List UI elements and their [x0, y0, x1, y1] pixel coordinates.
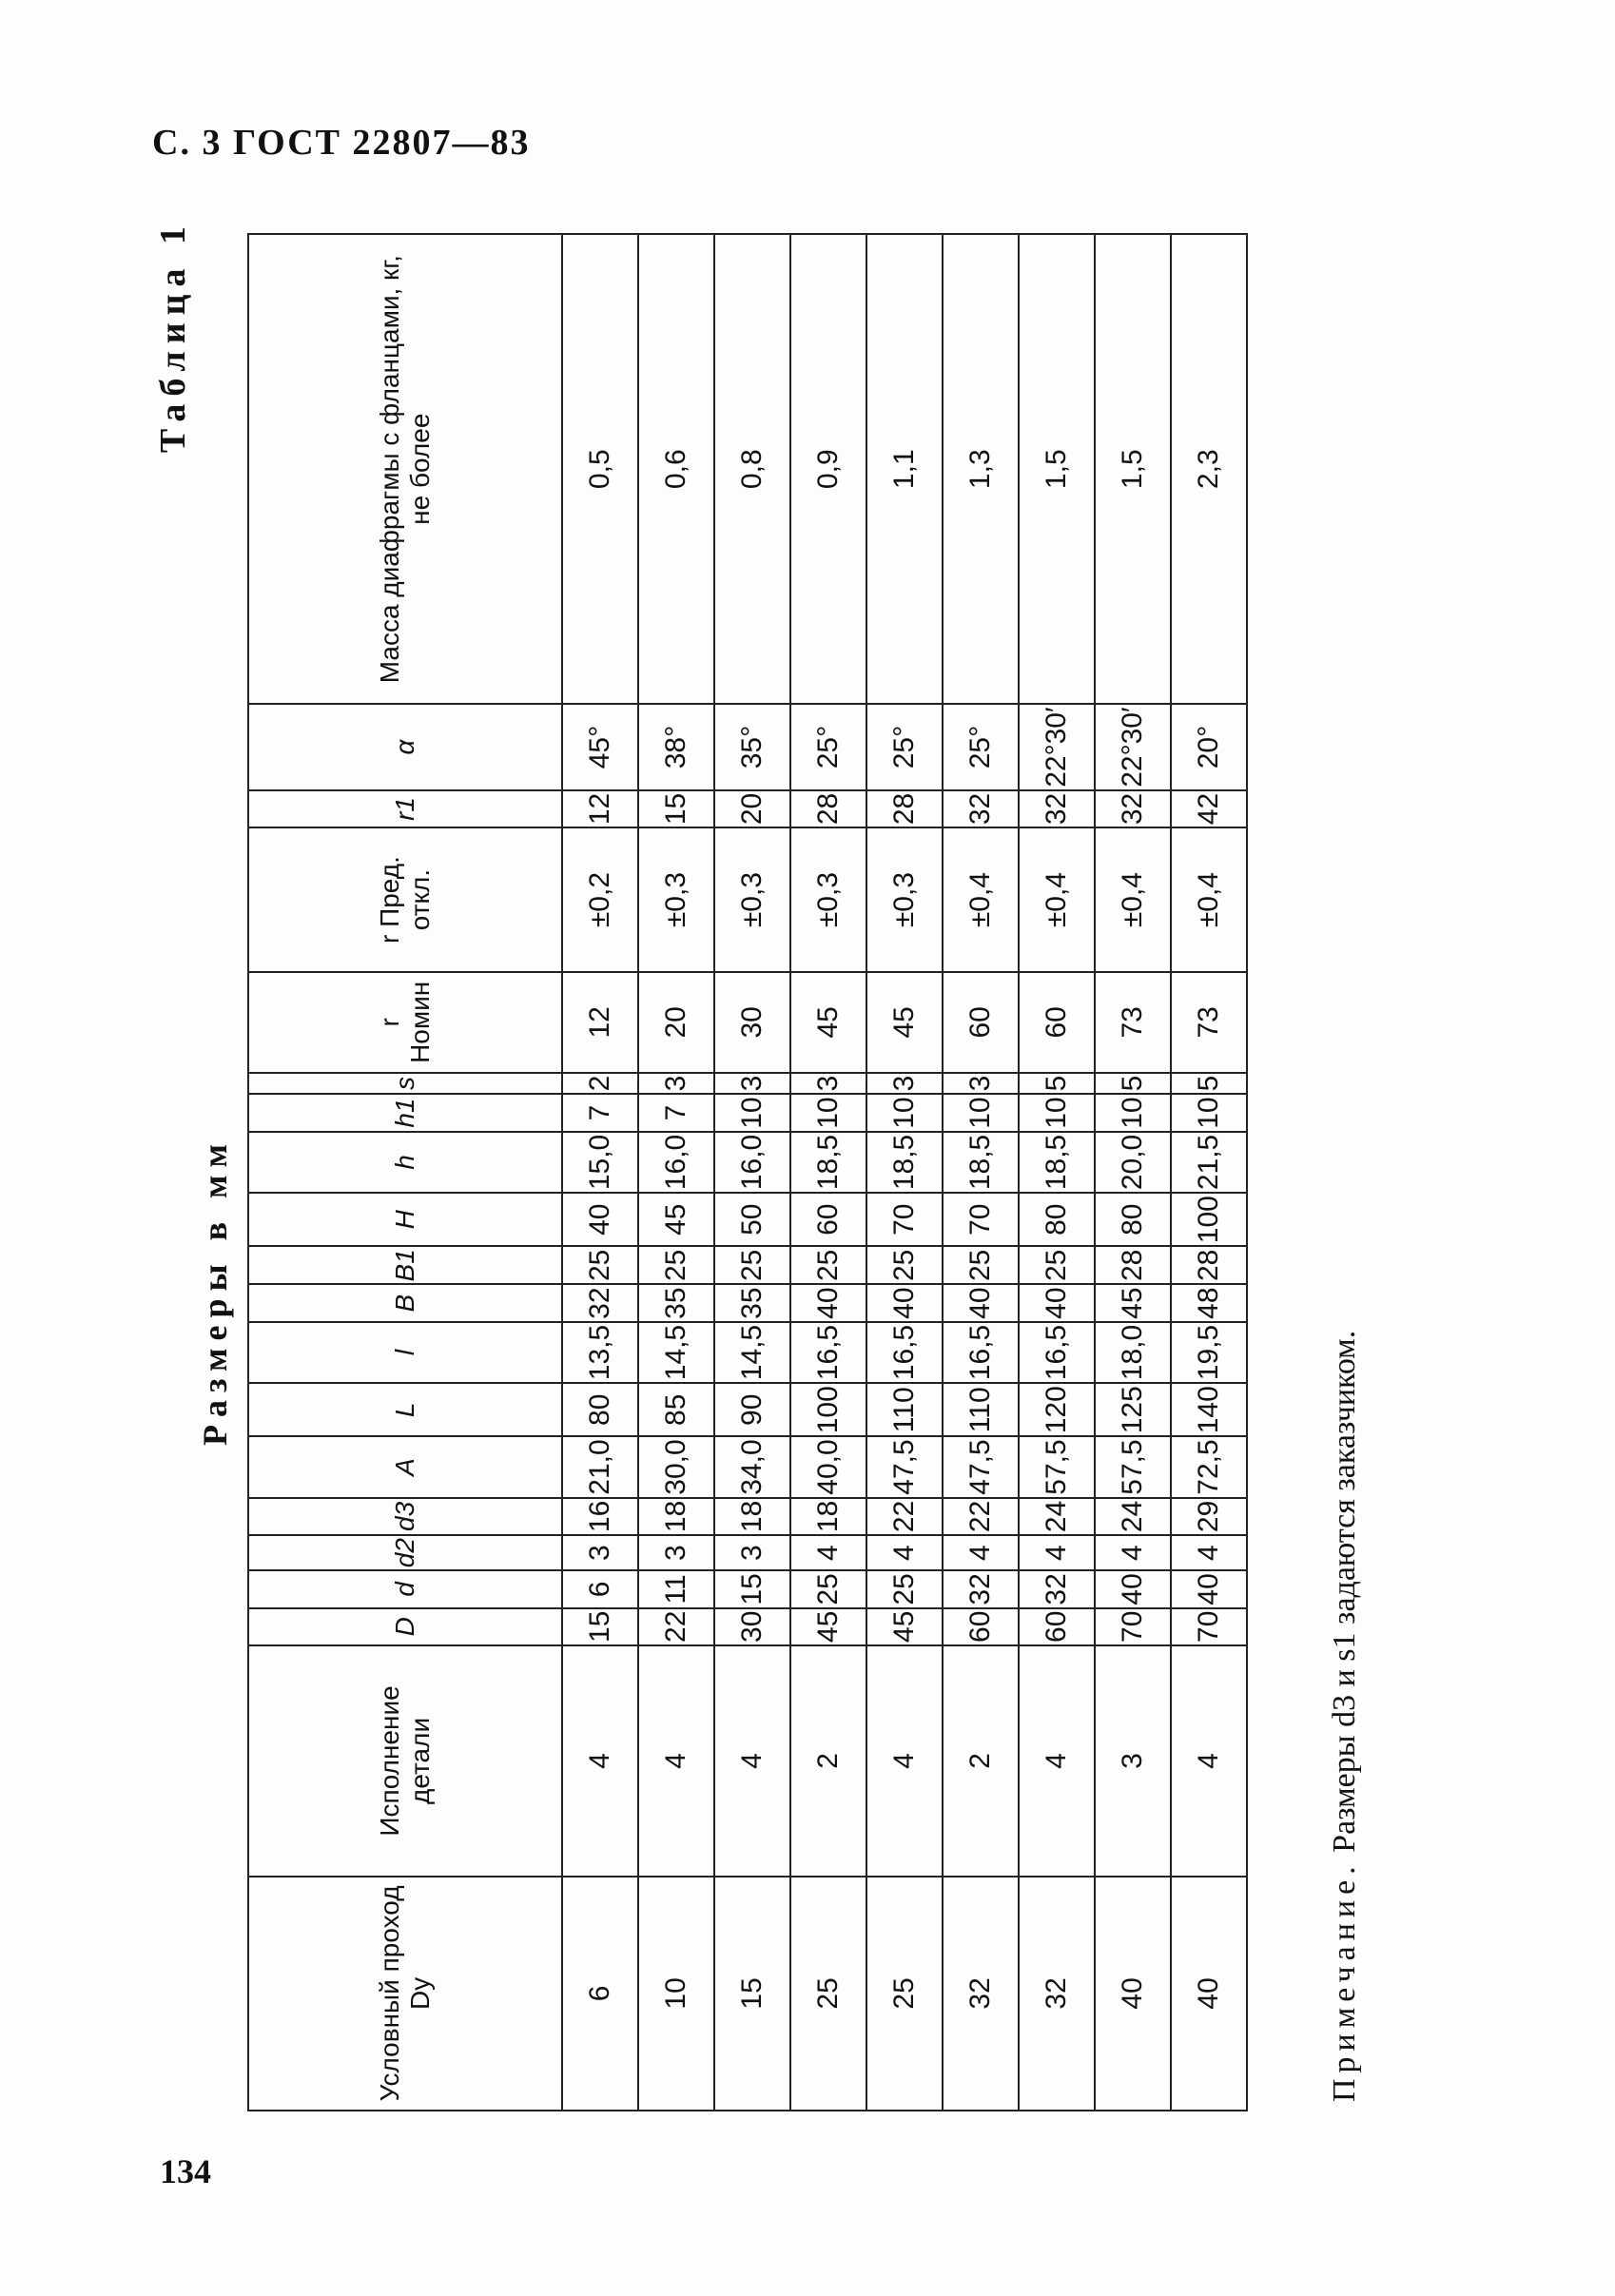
table-cell: 3: [866, 1073, 943, 1095]
table-cell: 45: [866, 1608, 943, 1645]
column-header: h1: [248, 1094, 562, 1131]
table-cell: 25: [866, 1246, 943, 1284]
table-row: [943, 234, 1019, 2111]
table-cell: 35: [638, 1284, 714, 1321]
table-cell: 40,0: [790, 1436, 866, 1497]
table-cell: 1,5: [1019, 234, 1095, 704]
table-cell: 40: [943, 1284, 1019, 1321]
table-body: [562, 234, 1247, 2111]
table-cell: 5: [1019, 1073, 1095, 1095]
table-cell: 140: [1171, 1383, 1247, 1436]
table-cell: 18,5: [866, 1132, 943, 1193]
column-header: r1: [248, 790, 562, 827]
table-cell: 22: [866, 1498, 943, 1535]
table-cell: 25: [866, 1877, 943, 2111]
table-cell: 32: [1019, 1570, 1095, 1607]
table-cell: 4: [866, 1645, 943, 1877]
table-row: [790, 234, 866, 2111]
table-cell: 16,5: [866, 1322, 943, 1383]
table-cell: 25: [714, 1246, 790, 1284]
table-cell: 25: [638, 1246, 714, 1284]
table-cell: 70: [1095, 1608, 1171, 1645]
table-cell: 10: [943, 1094, 1019, 1131]
rotated-table-block: [143, 219, 1398, 2169]
table-cell: 4: [562, 1645, 638, 1877]
table-cell: 40: [790, 1284, 866, 1321]
table-cell: 10: [714, 1094, 790, 1131]
table-cell: 25: [790, 1246, 866, 1284]
table-cell: ±0,4: [1095, 827, 1171, 972]
table-cell: 5: [1171, 1073, 1247, 1095]
table-cell: 38°: [638, 704, 714, 789]
table-cell: 3: [943, 1073, 1019, 1095]
table-cell: 10: [1095, 1094, 1171, 1131]
table-cell: 45: [790, 1608, 866, 1645]
table-cell: 110: [866, 1383, 943, 1436]
table-cell: 28: [1095, 1246, 1171, 1284]
table-cell: ±0,3: [638, 827, 714, 972]
table-cell: 25: [562, 1246, 638, 1284]
column-header: Масса диафрагмы с фланцами, кг, не более: [248, 234, 562, 704]
column-header: s: [248, 1073, 562, 1095]
table-cell: 7: [562, 1094, 638, 1131]
table-cell: 3: [562, 1535, 638, 1570]
table-cell: 25°: [943, 704, 1019, 789]
table-cell: ±0,3: [714, 827, 790, 972]
table-row: [638, 234, 714, 2111]
table-cell: 22: [943, 1498, 1019, 1535]
table-cell: 20: [638, 972, 714, 1073]
table-cell: 0,8: [714, 234, 790, 704]
table-cell: 57,5: [1095, 1436, 1171, 1497]
table-cell: 4: [638, 1645, 714, 1877]
table-cell: 45: [790, 972, 866, 1073]
table-cell: 2: [943, 1645, 1019, 1877]
table-cell: 15: [638, 790, 714, 827]
table-cell: 25: [790, 1570, 866, 1607]
table-cell: ±0,4: [1019, 827, 1095, 972]
table-cell: 45: [866, 972, 943, 1073]
table-cell: 18,0: [1095, 1322, 1171, 1383]
table-cell: 50: [714, 1193, 790, 1246]
table-cell: ±0,4: [1171, 827, 1247, 972]
table-cell: 60: [943, 1608, 1019, 1645]
column-header: l: [248, 1322, 562, 1383]
column-header: d: [248, 1570, 562, 1607]
column-header: A: [248, 1436, 562, 1497]
table-cell: ±0,2: [562, 827, 638, 972]
column-header: Условный проход Dу: [248, 1877, 562, 2111]
table-cell: 45°: [562, 704, 638, 789]
table-cell: 32: [1019, 1877, 1095, 2111]
table-cell: 15: [562, 1608, 638, 1645]
table-cell: 6: [562, 1877, 638, 2111]
table-cell: 85: [638, 1383, 714, 1436]
table-cell: 16,0: [714, 1132, 790, 1193]
table-cell: 4: [790, 1535, 866, 1570]
table-cell: 15: [714, 1877, 790, 2111]
column-header: B1: [248, 1246, 562, 1284]
table-cell: 2,3: [1171, 234, 1247, 704]
table-cell: 29: [1171, 1498, 1247, 1535]
table-cell: 3: [714, 1535, 790, 1570]
table-note: [1327, 1331, 1363, 2102]
table-cell: 40: [1095, 1877, 1171, 2111]
table-cell: 73: [1171, 972, 1247, 1073]
table-cell: 25: [790, 1877, 866, 2111]
table-cell: 13,5: [562, 1322, 638, 1383]
table-cell: 0,5: [562, 234, 638, 704]
table-cell: 1,3: [943, 234, 1019, 704]
table-cell: 16,5: [1019, 1322, 1095, 1383]
table-cell: ±0,3: [866, 827, 943, 972]
table-cell: 5: [1095, 1073, 1171, 1095]
table-cell: 10: [1019, 1094, 1095, 1131]
table-cell: 0,6: [638, 234, 714, 704]
table-row: [1019, 234, 1095, 2111]
table-cell: 4: [943, 1535, 1019, 1570]
table-cell: 7: [638, 1094, 714, 1131]
table-cell: 60: [943, 972, 1019, 1073]
table-cell: 25°: [790, 704, 866, 789]
table-cell: 57,5: [1019, 1436, 1095, 1497]
table-cell: 15,0: [562, 1132, 638, 1193]
table-cell: 32: [1095, 790, 1171, 827]
table-cell: 40: [1095, 1570, 1171, 1607]
table-cell: 20: [714, 790, 790, 827]
table-cell: 47,5: [943, 1436, 1019, 1497]
table-cell: 10: [1171, 1094, 1247, 1131]
table-cell: 60: [1019, 1608, 1095, 1645]
units-label: Размеры в мм: [196, 1136, 234, 1446]
table-cell: 12: [562, 972, 638, 1073]
column-header: H: [248, 1193, 562, 1246]
table-cell: 45: [1095, 1284, 1171, 1321]
table-cell: 4: [1171, 1535, 1247, 1570]
table-cell: 100: [1171, 1193, 1247, 1246]
table-cell: 70: [943, 1193, 1019, 1246]
note-text: Размеры d3 и s1 задаются заказчиком.: [1327, 1330, 1362, 1853]
table-cell: 3: [638, 1535, 714, 1570]
table-cell: 14,5: [638, 1322, 714, 1383]
table-cell: 4: [866, 1535, 943, 1570]
table-cell: 25: [943, 1246, 1019, 1284]
table-cell: 3: [1095, 1645, 1171, 1877]
column-header: D: [248, 1608, 562, 1645]
table-cell: 60: [790, 1193, 866, 1246]
table-cell: 2: [562, 1073, 638, 1095]
table-cell: 12: [562, 790, 638, 827]
column-header: d3: [248, 1498, 562, 1535]
table-header-row: [248, 234, 562, 2111]
table-cell: 24: [1095, 1498, 1171, 1535]
table-cell: 16: [562, 1498, 638, 1535]
table-cell: 1,5: [1095, 234, 1171, 704]
table-cell: 40: [562, 1193, 638, 1246]
column-header: h: [248, 1132, 562, 1193]
table-cell: 70: [866, 1193, 943, 1246]
table-cell: 30,0: [638, 1436, 714, 1497]
table-cell: 1,1: [866, 234, 943, 704]
table-cell: ±0,3: [790, 827, 866, 972]
table-cell: 73: [1095, 972, 1171, 1073]
table-cell: 2: [790, 1645, 866, 1877]
table-cell: 18: [714, 1498, 790, 1535]
table-cell: 11: [638, 1570, 714, 1607]
table-cell: 4: [1171, 1645, 1247, 1877]
table-cell: 34,0: [714, 1436, 790, 1497]
table-cell: 14,5: [714, 1322, 790, 1383]
table-cell: 110: [943, 1383, 1019, 1436]
table-cell: 45: [638, 1193, 714, 1246]
table-cell: 125: [1095, 1383, 1171, 1436]
table-cell: 22°30′: [1019, 704, 1095, 789]
table-cell: 24: [1019, 1498, 1095, 1535]
table-cell: 25: [866, 1570, 943, 1607]
table-cell: 10: [790, 1094, 866, 1131]
table-cell: 0,9: [790, 234, 866, 704]
table-cell: 40: [1019, 1284, 1095, 1321]
table-row: [1095, 234, 1171, 2111]
table-cell: 18,5: [1019, 1132, 1095, 1193]
table-cell: 30: [714, 972, 790, 1073]
table-cell: 70: [1171, 1608, 1247, 1645]
table-cell: 90: [714, 1383, 790, 1436]
table-cell: 32: [943, 1570, 1019, 1607]
table-cell: 40: [1171, 1877, 1247, 2111]
table-cell: ±0,4: [943, 827, 1019, 972]
table-cell: 10: [866, 1094, 943, 1131]
table-row: [1171, 234, 1247, 2111]
table-cell: 32: [943, 790, 1019, 827]
table-cell: 18,5: [790, 1132, 866, 1193]
table-cell: 10: [638, 1877, 714, 2111]
table-cell: 21,5: [1171, 1132, 1247, 1193]
table-cell: 22°30′: [1095, 704, 1171, 789]
table-cell: 4: [1019, 1535, 1095, 1570]
table-cell: 4: [714, 1645, 790, 1877]
table-cell: 42: [1171, 790, 1247, 827]
table-cell: 60: [1019, 972, 1095, 1073]
table-cell: 3: [714, 1073, 790, 1095]
table-cell: 22: [638, 1608, 714, 1645]
note-lead: Примечание.: [1327, 1860, 1362, 2102]
table-cell: 32: [1019, 790, 1095, 827]
table-cell: 18: [638, 1498, 714, 1535]
table-cell: 80: [562, 1383, 638, 1436]
table-cell: 47,5: [866, 1436, 943, 1497]
page-header: С. 3 ГОСТ 22807—83: [152, 123, 531, 163]
table-cell: 16,5: [943, 1322, 1019, 1383]
table-cell: 3: [638, 1073, 714, 1095]
column-header: d2: [248, 1535, 562, 1570]
table-cell: 18: [790, 1498, 866, 1535]
table-cell: 19,5: [1171, 1322, 1247, 1383]
table-cell: 15: [714, 1570, 790, 1607]
column-header: r Номин: [248, 972, 562, 1073]
table-cell: 16,0: [638, 1132, 714, 1193]
table-cell: 72,5: [1171, 1436, 1247, 1497]
table-cell: 35: [714, 1284, 790, 1321]
table-cell: 4: [1019, 1645, 1095, 1877]
column-header: B: [248, 1284, 562, 1321]
table-caption: Таблица 1: [153, 219, 193, 454]
column-header: r Пред. откл.: [248, 827, 562, 972]
table-cell: 32: [943, 1877, 1019, 2111]
table-cell: 120: [1019, 1383, 1095, 1436]
table-cell: 40: [866, 1284, 943, 1321]
dimensions-table: [247, 233, 1248, 2111]
table-cell: 80: [1019, 1193, 1095, 1246]
table-row: [866, 234, 943, 2111]
table-row: [714, 234, 790, 2111]
column-header: L: [248, 1383, 562, 1436]
table-cell: 40: [1171, 1570, 1247, 1607]
table-cell: 32: [562, 1284, 638, 1321]
page-number: 134: [160, 2152, 211, 2190]
table-cell: 35°: [714, 704, 790, 789]
column-header: Исполнение детали: [248, 1645, 562, 1877]
table-cell: 21,0: [562, 1436, 638, 1497]
table-cell: 28: [866, 790, 943, 827]
table-cell: 30: [714, 1608, 790, 1645]
column-header: α: [248, 704, 562, 789]
table-cell: 28: [1171, 1246, 1247, 1284]
table-cell: 16,5: [790, 1322, 866, 1383]
table-cell: 20°: [1171, 704, 1247, 789]
table-cell: 6: [562, 1570, 638, 1607]
table-cell: 28: [790, 790, 866, 827]
table-cell: 3: [790, 1073, 866, 1095]
table-cell: 20,0: [1095, 1132, 1171, 1193]
table-cell: 48: [1171, 1284, 1247, 1321]
table-cell: 25°: [866, 704, 943, 789]
table-row: [562, 234, 638, 2111]
table-cell: 80: [1095, 1193, 1171, 1246]
table-cell: 4: [1095, 1535, 1171, 1570]
table-cell: 25: [1019, 1246, 1095, 1284]
table-cell: 18,5: [943, 1132, 1019, 1193]
table-cell: 100: [790, 1383, 866, 1436]
